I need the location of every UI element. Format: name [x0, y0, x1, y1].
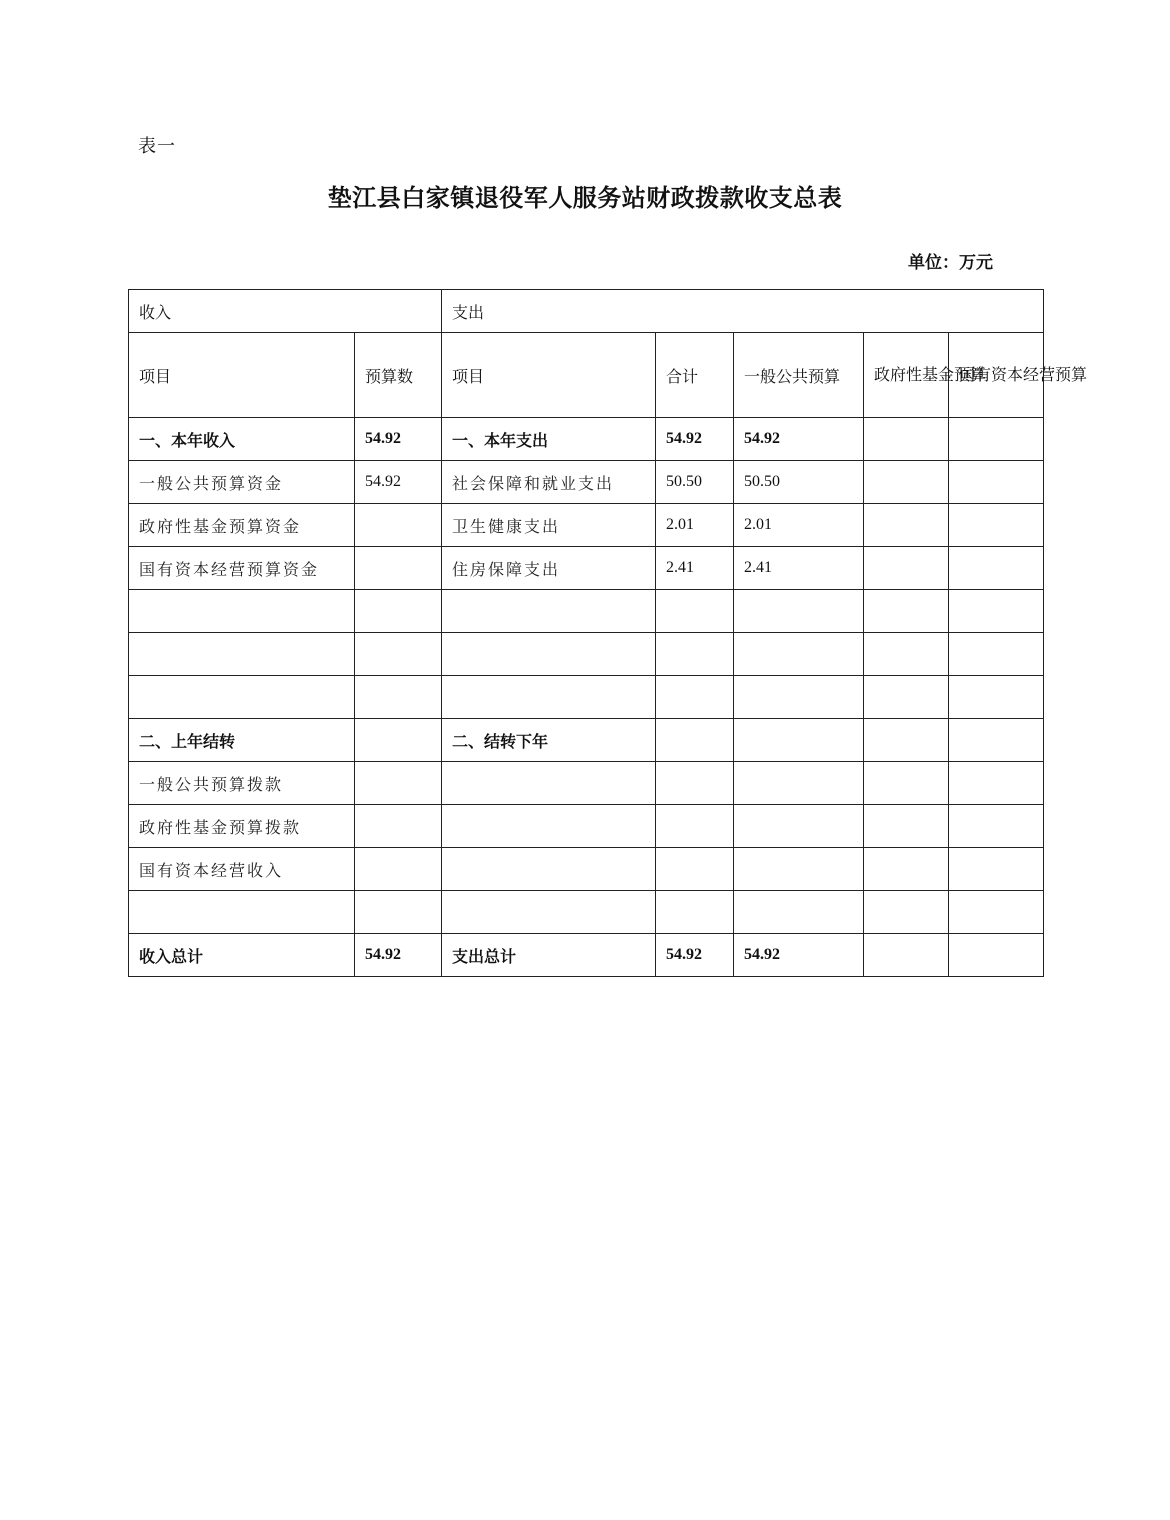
expense-item-cell: [442, 848, 656, 891]
expense-state-capital-cell: [949, 676, 1044, 719]
expense-state-capital-cell: [949, 934, 1044, 977]
expense-total-cell: [656, 848, 734, 891]
table-row: [129, 805, 1044, 848]
expense-total-cell: [656, 719, 734, 762]
expense-total-cell: 2.01: [656, 504, 734, 547]
income-header: 收入: [129, 290, 442, 333]
table-row: [129, 762, 1044, 805]
expense-gov-fund-cell: [864, 418, 949, 461]
expense-total-cell: 2.41: [656, 547, 734, 590]
expense-gov-fund-cell: [864, 504, 949, 547]
income-budget-cell: [355, 547, 442, 590]
expense-gov-fund-cell: [864, 719, 949, 762]
expense-gov-fund-cell: [864, 848, 949, 891]
col-header-state-capital: 国有资本经营预算: [949, 333, 1044, 418]
expense-total-cell: [656, 676, 734, 719]
expense-general-cell: [734, 762, 864, 805]
table-row: [129, 934, 1044, 977]
expense-item-cell: [442, 633, 656, 676]
income-item-cell: 一般公共预算拨款: [129, 762, 355, 805]
expense-general-cell: [734, 805, 864, 848]
expense-gov-fund-cell: [864, 590, 949, 633]
table-number-label: 表一: [138, 136, 176, 157]
expense-state-capital-cell: [949, 461, 1044, 504]
income-budget-cell: [355, 590, 442, 633]
expense-state-capital-cell: [949, 633, 1044, 676]
expense-general-cell: 2.01: [734, 504, 864, 547]
table-row: [129, 719, 1044, 762]
col-header-item2: 项目: [442, 333, 656, 418]
income-item-cell: 二、上年结转: [129, 719, 355, 762]
document-title: 垫江县白家镇退役军人服务站财政拨款收支总表: [327, 183, 843, 212]
income-budget-cell: [355, 504, 442, 547]
expense-state-capital-cell: [949, 418, 1044, 461]
expense-total-cell: [656, 762, 734, 805]
expense-general-cell: [734, 719, 864, 762]
expense-header: 支出: [442, 290, 1044, 333]
expense-item-cell: 卫生健康支出: [442, 504, 656, 547]
expense-item-cell: [442, 762, 656, 805]
income-budget-cell: [355, 848, 442, 891]
expense-state-capital-cell: [949, 547, 1044, 590]
expense-item-cell: 二、结转下年: [442, 719, 656, 762]
expense-total-cell: 54.92: [656, 418, 734, 461]
income-item-cell: 政府性基金预算资金: [129, 504, 355, 547]
column-header-row: [129, 333, 1044, 418]
expense-state-capital-cell: [949, 590, 1044, 633]
table-row: [129, 504, 1044, 547]
income-budget-cell: [355, 891, 442, 934]
income-item-cell: 收入总计: [129, 934, 355, 977]
income-item-cell: 一般公共预算资金: [129, 461, 355, 504]
expense-total-cell: [656, 590, 734, 633]
expense-total-cell: [656, 633, 734, 676]
expense-gov-fund-cell: [864, 805, 949, 848]
expense-item-cell: 支出总计: [442, 934, 656, 977]
section-header-row: [129, 290, 1044, 333]
income-item-cell: [129, 891, 355, 934]
income-item-cell: [129, 676, 355, 719]
col-header-gov-fund: 政府性基金预算: [864, 333, 949, 418]
expense-state-capital-cell: [949, 719, 1044, 762]
income-budget-cell: 54.92: [355, 418, 442, 461]
income-budget-cell: [355, 676, 442, 719]
expense-total-cell: [656, 891, 734, 934]
unit-label: 单位：万元: [908, 253, 993, 273]
table-row: [129, 590, 1044, 633]
expense-gov-fund-cell: [864, 633, 949, 676]
table-row: [129, 547, 1044, 590]
budget-summary-table: [128, 289, 1088, 977]
income-budget-cell: 54.92: [355, 934, 442, 977]
expense-item-cell: 社会保障和就业支出: [442, 461, 656, 504]
expense-general-cell: 50.50: [734, 461, 864, 504]
income-budget-cell: [355, 633, 442, 676]
expense-gov-fund-cell: [864, 461, 949, 504]
expense-state-capital-cell: [949, 504, 1044, 547]
table-row: [129, 418, 1044, 461]
expense-general-cell: 54.92: [734, 934, 864, 977]
expense-item-cell: [442, 590, 656, 633]
expense-item-cell: [442, 805, 656, 848]
income-item-cell: [129, 590, 355, 633]
income-item-cell: 政府性基金预算拨款: [129, 805, 355, 848]
col-header-budget: 预算数: [355, 333, 442, 418]
income-budget-cell: [355, 762, 442, 805]
expense-item-cell: 住房保障支出: [442, 547, 656, 590]
table-row: [129, 891, 1044, 934]
expense-total-cell: [656, 805, 734, 848]
table-row: [129, 676, 1044, 719]
expense-item-cell: 一、本年支出: [442, 418, 656, 461]
expense-total-cell: 54.92: [656, 934, 734, 977]
expense-gov-fund-cell: [864, 547, 949, 590]
expense-gov-fund-cell: [864, 762, 949, 805]
expense-state-capital-cell: [949, 891, 1044, 934]
expense-general-cell: 2.41: [734, 547, 864, 590]
income-budget-cell: [355, 719, 442, 762]
income-item-cell: 一、本年收入: [129, 418, 355, 461]
table-row: [129, 461, 1044, 504]
expense-total-cell: 50.50: [656, 461, 734, 504]
table-row: [129, 848, 1044, 891]
expense-general-cell: [734, 848, 864, 891]
expense-state-capital-cell: [949, 805, 1044, 848]
expense-item-cell: [442, 676, 656, 719]
income-item-cell: 国有资本经营收入: [129, 848, 355, 891]
income-budget-cell: 54.92: [355, 461, 442, 504]
expense-state-capital-cell: [949, 848, 1044, 891]
expense-general-cell: [734, 590, 864, 633]
expense-gov-fund-cell: [864, 934, 949, 977]
expense-general-cell: [734, 891, 864, 934]
income-item-cell: 国有资本经营预算资金: [129, 547, 355, 590]
table-row: [129, 633, 1044, 676]
col-header-total: 合计: [656, 333, 734, 418]
income-budget-cell: [355, 805, 442, 848]
expense-general-cell: [734, 633, 864, 676]
expense-gov-fund-cell: [864, 676, 949, 719]
expense-item-cell: [442, 891, 656, 934]
expense-gov-fund-cell: [864, 891, 949, 934]
col-header-general-budget: 一般公共预算: [734, 333, 864, 418]
expense-state-capital-cell: [949, 762, 1044, 805]
expense-general-cell: [734, 676, 864, 719]
expense-general-cell: 54.92: [734, 418, 864, 461]
col-header-item: 项目: [129, 333, 355, 418]
income-item-cell: [129, 633, 355, 676]
